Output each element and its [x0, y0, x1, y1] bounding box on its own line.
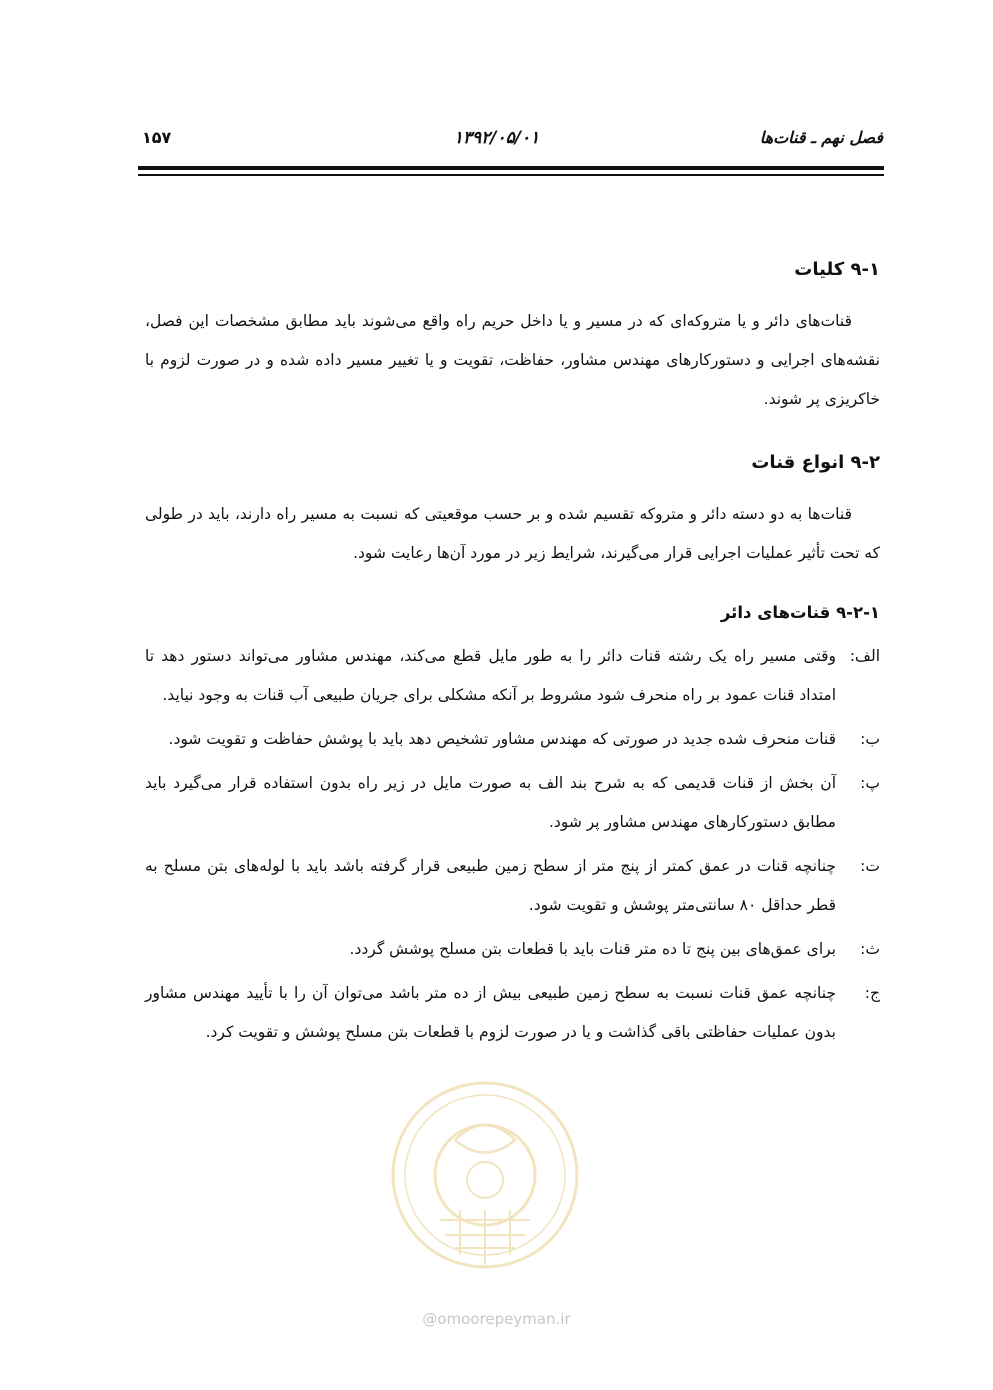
list-item [145, 974, 880, 1052]
list-item [145, 930, 880, 969]
clause-list [145, 637, 880, 1052]
list-item-text: قنات منحرف شده جدید در صورتی که مهندس مشاور تشخیص دهد باید با پوشش حفاظت و تقویت شود. [168, 730, 836, 748]
list-item-marker: ج: [864, 984, 880, 1002]
list-item-text: آن بخش از قنات قدیمی که به شرح بند الف به صورت مایل در زیر راه بدون استفاده قرار می‌گیرد باید مطابق دستورکارهای مهندس مشاور پر شود. [145, 774, 836, 831]
list-item-marker: پ: [860, 774, 880, 792]
list-item [145, 720, 880, 759]
header-rule-thick [138, 166, 884, 170]
watermark-seal [385, 1070, 585, 1285]
section-paragraph-general: قنات‌های دائر و یا متروکه‌ای که در مسیر و یا داخل حریم راه واقع می‌شوند باید مطابق مشخصات این فصل، نقشه‌های اجرایی و دستورکارهای مهندس مشاور، حفاظت، تقویت و یا تغییر مسیر داده شده و در صورت لزوم با خاکریزی پر شوند. [145, 312, 880, 408]
list-item-marker: ث: [860, 940, 880, 958]
list-item-text: برای عمق‌های بین پنج تا ده متر قنات باید با قطعات بتن مسلح پوشش گردد. [349, 940, 836, 958]
running-header-date: ۱۳۹۲/۰۵/۰۱ [453, 128, 540, 148]
section-heading-general: ۹-۱ کلیات [794, 259, 880, 280]
running-header-chapter: فصل نهم ـ قنات‌ها [759, 128, 883, 147]
list-item [145, 637, 880, 715]
section-heading-qanat-types: ۹-۲ انواع قنات [751, 452, 880, 473]
page-number: ۱۵۷ [142, 128, 172, 147]
list-item [145, 847, 880, 925]
list-item-text: وقتی مسیر راه یک رشته قنات دائر را به طور مایل قطع می‌کند، مهندس مشاور می‌تواند دستور دهد تا امتداد قنات عمود بر راه منحرف شود مشروط بر آنکه مشکلی برای جریان طبیعی آب قنات به وجود نیاید. [145, 647, 836, 704]
list-item [145, 764, 880, 842]
list-item-text: چنانچه قنات در عمق کمتر از پنج متر از سطح زمین طبیعی قرار گرفته باشد باید با لوله‌های بتن مسلح به قطر حداقل ۸۰ سانتی‌متر پوشش و تقویت شود. [145, 857, 836, 914]
list-item-marker: الف: [849, 647, 880, 665]
list-item-marker: ب: [860, 730, 880, 748]
watermark-text: @omoorepeyman.ir [422, 1310, 571, 1328]
header-rule-thin [138, 174, 884, 176]
section-paragraph-qanat-types: قنات‌ها به دو دسته دائر و متروکه تقسیم شده و بر حسب موقعیتی که نسبت به مسیر راه دارند، باید در طولی که تحت تأثیر عملیات اجرایی قرار می‌گیرند، شرایط زیر در مورد آن‌ها رعایت شود. [145, 505, 880, 562]
list-item-text: چنانچه عمق قنات نسبت به سطح زمین طبیعی بیش از ده متر باشد می‌توان آن را با تأیید مهندس مشاور بدون عملیات حفاظتی باقی گذاشت و یا در صورت لزوم با قطعات بتن مسلح پوشش و تقویت کرد. [145, 984, 836, 1041]
page-body [145, 250, 880, 1057]
list-item-marker: ت: [860, 857, 880, 875]
subsection-heading-active-qanats: ۹-۲-۱ قنات‌های دائر [720, 603, 880, 622]
